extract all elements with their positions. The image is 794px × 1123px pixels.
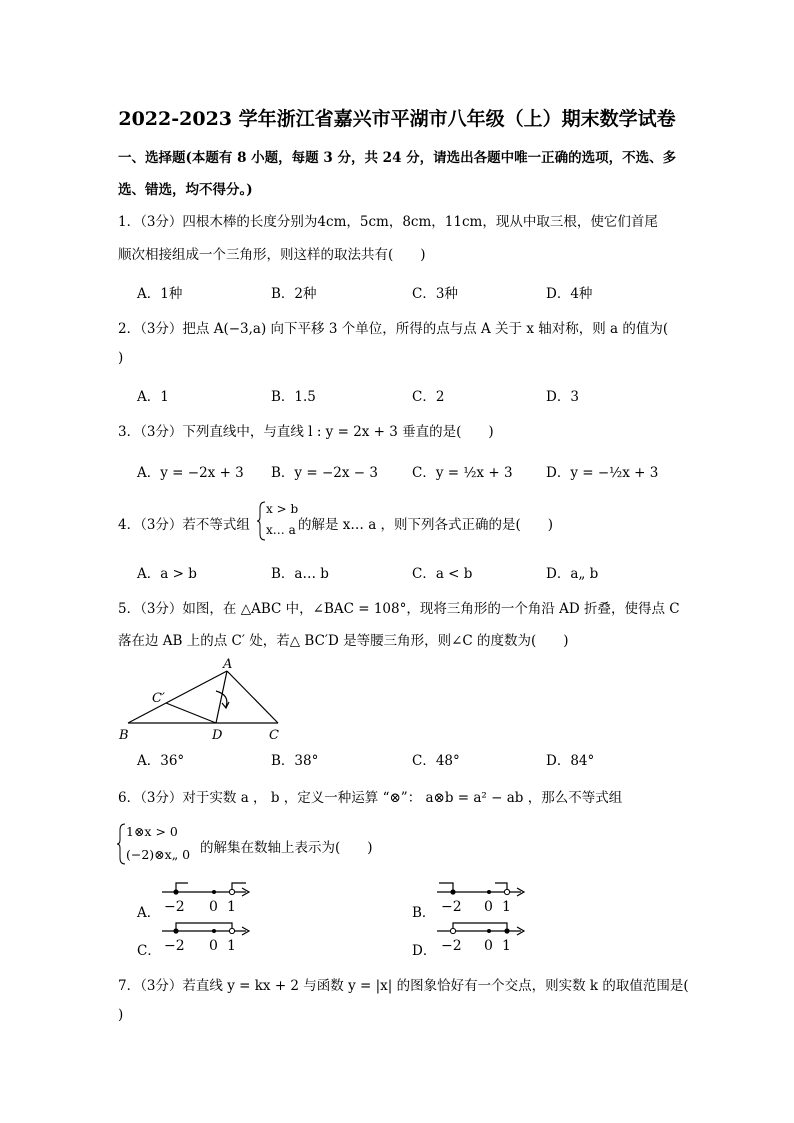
q6-suffix: 的解集在数轴上表示为( ): [200, 840, 373, 856]
segment-ab: [128, 671, 227, 723]
q5-triangle-figure: [115, 655, 290, 745]
q4-option-d: D．a„ b: [546, 566, 599, 582]
q1-option-a: A．1种: [137, 286, 183, 302]
q6-numberline-a: [158, 880, 258, 915]
tick-label-0: 0: [484, 899, 493, 915]
q3-option-d: D．y = −½x + 3: [546, 465, 659, 481]
tick-label-1: 1: [502, 899, 511, 915]
q4-option-c: C．a < b: [412, 566, 473, 582]
tick-label-neg2: −2: [441, 899, 462, 915]
q4-system-line1: x > b: [266, 502, 299, 516]
q1-line2: 顺次相接组成一个三角形，则这样的取法共有( ): [118, 247, 426, 263]
q6-numberline-c: [158, 919, 258, 954]
tick-label-neg2: −2: [164, 938, 185, 954]
q1-option-c: C．3种: [412, 286, 458, 302]
q6-option-b: B．: [412, 905, 436, 921]
tick-label-1: 1: [502, 938, 511, 954]
q5-option-d: D．84°: [546, 753, 595, 769]
label-b: B: [119, 728, 129, 743]
tick-label-0: 0: [209, 899, 218, 915]
q7-line1: 7．（3分）若直线 y = kx + 2 与函数 y = |x| 的图象恰好有一个交点，则实数 k 的取值范围是(: [118, 978, 689, 994]
q2-line2: ): [118, 350, 124, 366]
q6-numberline-d: [433, 919, 533, 954]
q6-system-line1: 1⊗x > 0: [126, 824, 178, 839]
q4-option-a: A．a > b: [137, 566, 197, 582]
q6-option-c: C．: [137, 943, 161, 959]
tick-label-1: 1: [227, 899, 236, 915]
q3-line1: 3．（3分）下列直线中，与直线 l : y = 2x + 3 垂直的是( ): [118, 424, 494, 440]
tick-label-neg2: −2: [164, 899, 185, 915]
tick-label-1: 1: [227, 938, 236, 954]
q5-line1: 5．（3分）如图，在 △ABC 中，∠BAC = 108°，现将三角形的一个角沿 AD 折叠，使得点 C: [118, 601, 680, 617]
section-heading-line2: 选、错选，均不得分。): [118, 182, 253, 198]
q5-option-a: A．36°: [137, 753, 185, 769]
segment-ac: [227, 671, 278, 723]
q5-line2: 落在边 AB 上的点 C′ 处，若△ BC′D 是等腰三角形，则∠C 的度数为( ): [118, 633, 569, 649]
page-title: 2022-2023 学年浙江省嘉兴市平湖市八年级（上）期末数学试卷: [118, 108, 676, 130]
q6-numberline-b: [433, 880, 533, 915]
q4-system-line2: x… a: [266, 523, 296, 537]
q2-option-d: D．3: [546, 389, 579, 405]
fold-arrowhead-icon: [222, 702, 229, 708]
q7-line2: ): [118, 1007, 124, 1023]
q4-suffix: 的解是 x… a ，则下列各式正确的是( ): [298, 517, 554, 533]
tick-label-neg2: −2: [441, 938, 462, 954]
q1-option-d: D．4种: [546, 286, 593, 302]
label-d: D: [212, 728, 223, 743]
q6-line1: 6．（3分）对于实数 a ， b ，定义一种运算 “⊗”： a⊗b = a² − ab ，那么不等式组: [118, 790, 623, 806]
q4-option-b: B．a… b: [271, 566, 329, 582]
segment-c-prime-d: [166, 703, 216, 723]
q4-prefix: 4．（3分）若不等式组: [118, 517, 250, 533]
label-c-prime: C′: [152, 691, 165, 706]
tick-label-0: 0: [209, 938, 218, 954]
q3-option-b: B．y = −2x − 3: [271, 465, 378, 481]
q6-option-d: D．: [412, 943, 437, 959]
label-c: C: [269, 728, 279, 743]
q2-line1: 2．（3分）把点 A(−3,a) 向下平移 3 个单位，所得的点与点 A 关于 x 轴对称，则 a 的值为(: [118, 321, 669, 337]
q2-option-c: C．2: [412, 389, 445, 405]
q5-option-c: C．48°: [412, 753, 460, 769]
q3-option-a: A．y = −2x + 3: [137, 465, 244, 481]
q6-option-a: A．: [137, 905, 161, 921]
q1-line1: 1．（3分）四根木棒的长度分别为4cm，5cm，8cm，11cm，现从中取三根，使它们首尾: [118, 214, 658, 230]
label-a: A: [223, 657, 233, 672]
q6-system-line2: (−2)⊗x„ 0: [126, 847, 191, 862]
q5-option-b: B．38°: [271, 753, 319, 769]
q3-option-c: C．y = ½x + 3: [412, 465, 513, 481]
q1-option-b: B．2种: [271, 286, 317, 302]
q2-option-b: B．1.5: [271, 389, 316, 405]
tick-label-0: 0: [484, 938, 493, 954]
q2-option-a: A．1: [137, 389, 169, 405]
section-heading-line1: 一、选择题(本题有 8 小题，每题 3 分，共 24 分，请选出各题中唯一正确的选项，不选、多: [118, 150, 677, 166]
